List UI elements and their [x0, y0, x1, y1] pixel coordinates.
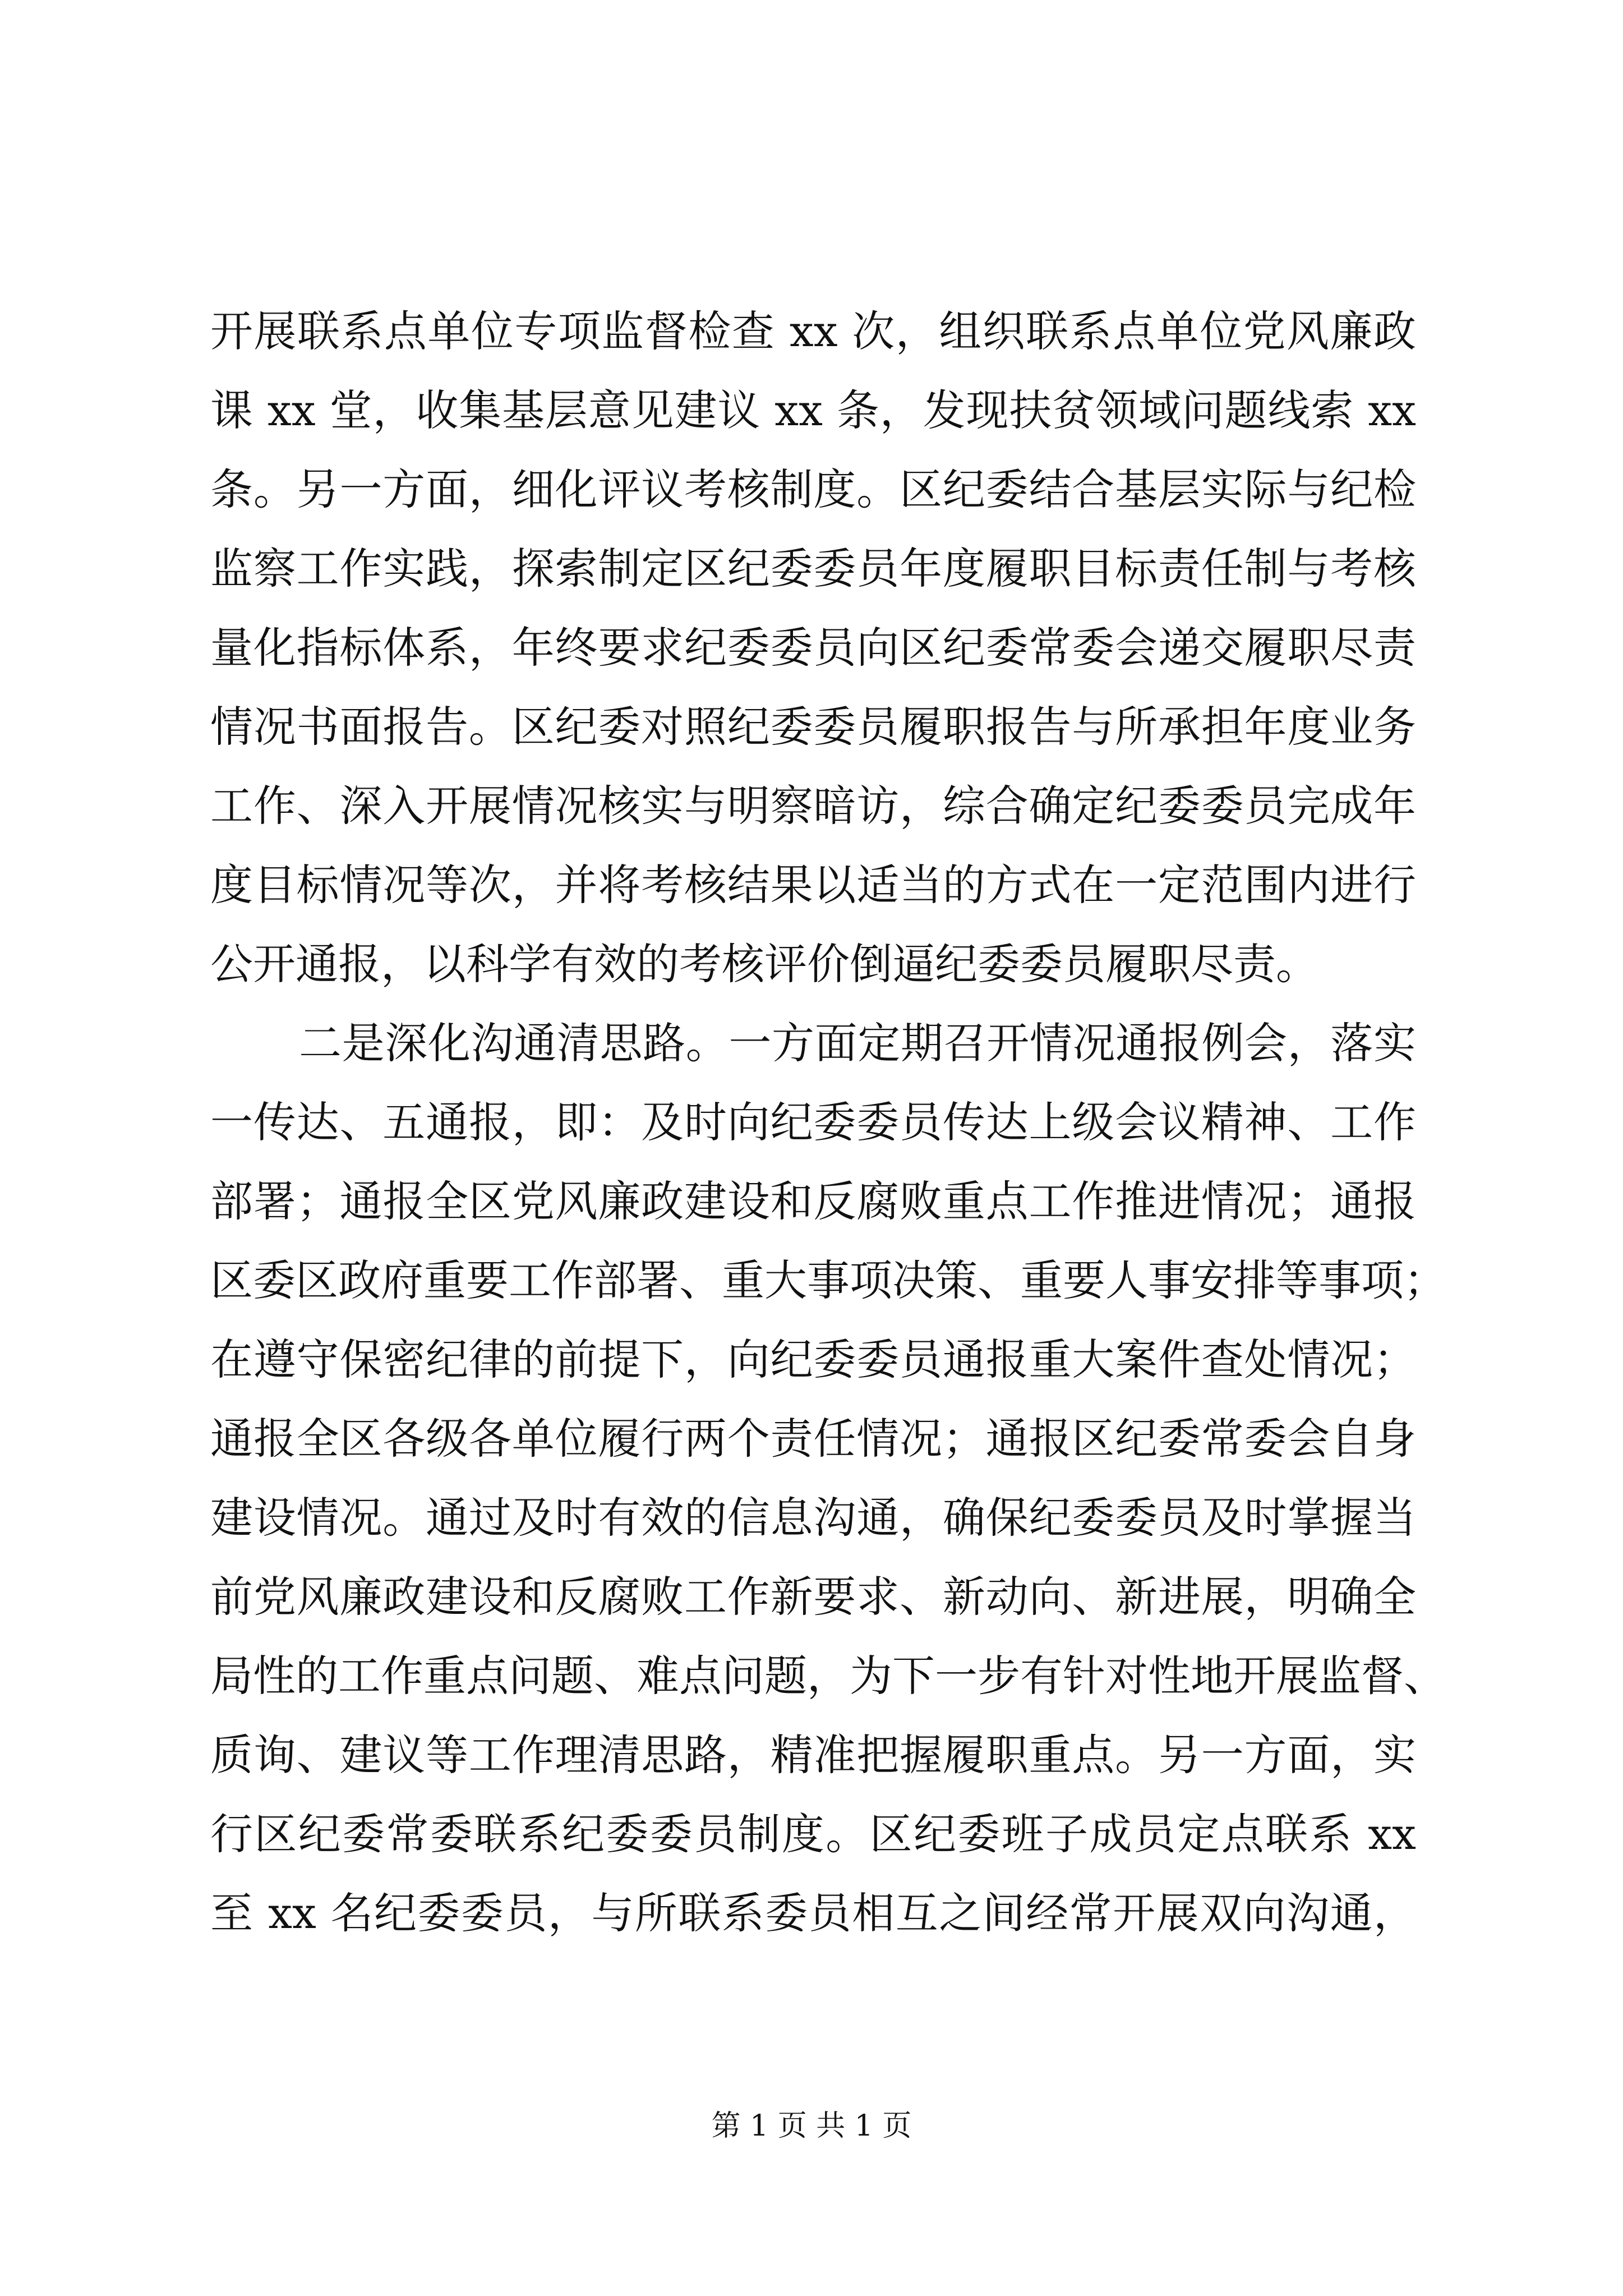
text-line: 一传达、五通报，即：及时向纪委委员传达上级会议精神、工作: [210, 1097, 1416, 1147]
text-line: 情况书面报告。区纪委对照纪委委员履职报告与所承担年度业务: [210, 702, 1416, 752]
text-line: 至 xx 名纪委委员，与所联系委员相互之间经常开展双向沟通，: [210, 1888, 1416, 1938]
text-line: 条。另一方面，细化评议考核制度。区纪委结合基层实际与纪检: [210, 464, 1416, 514]
paragraph-2: [210, 1004, 1446, 1953]
text-line: 度目标情况等次，并将考核结果以适当的方式在一定范围内进行: [210, 860, 1416, 910]
text-line: 部署；通报全区党风廉政建设和反腐败重点工作推进情况；通报: [210, 1176, 1416, 1226]
text-line: 通报全区各级各单位履行两个责任情况；通报区纪委常委会自身: [210, 1414, 1416, 1464]
text-line: 质询、建议等工作理清思路，精准把握履职重点。另一方面，实: [210, 1730, 1416, 1780]
text-line: 局性的工作重点问题、难点问题，为下一步有针对性地开展监督、: [210, 1651, 1446, 1701]
text-line: 课 xx 堂，收集基层意见建议 xx 条，发现扶贫领域问题线索 xx: [210, 385, 1416, 435]
text-line: 前党风廉政建设和反腐败工作新要求、新动向、新进展，明确全: [210, 1572, 1416, 1622]
document-body: [210, 292, 1446, 1953]
text-line: 行区纪委常委联系纪委委员制度。区纪委班子成员定点联系 xx: [210, 1809, 1416, 1859]
text-line: 工作、深入开展情况核实与明察暗访，综合确定纪委委员完成年: [210, 781, 1416, 831]
text-line: 监察工作实践，探索制定区纪委委员年度履职目标责任制与考核: [210, 544, 1416, 593]
text-line: 二是深化沟通清思路。一方面定期召开情况通报例会，落实: [299, 1018, 1416, 1068]
page-number-footer: 第 1 页 共 1 页: [711, 2109, 912, 2143]
text-line: 开展联系点单位专项监督检查 xx 次，组织联系点单位党风廉政: [210, 306, 1416, 356]
text-line: 建设情况。通过及时有效的信息沟通，确保纪委委员及时掌握当: [210, 1493, 1416, 1543]
text-line: 区委区政府重要工作部署、重大事项决策、重要人事安排等事项；: [210, 1255, 1446, 1305]
text-line: 公开通报，以科学有效的考核评价倒逼纪委委员履职尽责。: [210, 939, 1318, 989]
text-line: 量化指标体系，年终要求纪委委员向区纪委常委会递交履职尽责: [210, 623, 1416, 673]
paragraph-1: [210, 292, 1416, 1004]
text-line: 在遵守保密纪律的前提下，向纪委委员通报重大案件查处情况；: [210, 1335, 1416, 1384]
